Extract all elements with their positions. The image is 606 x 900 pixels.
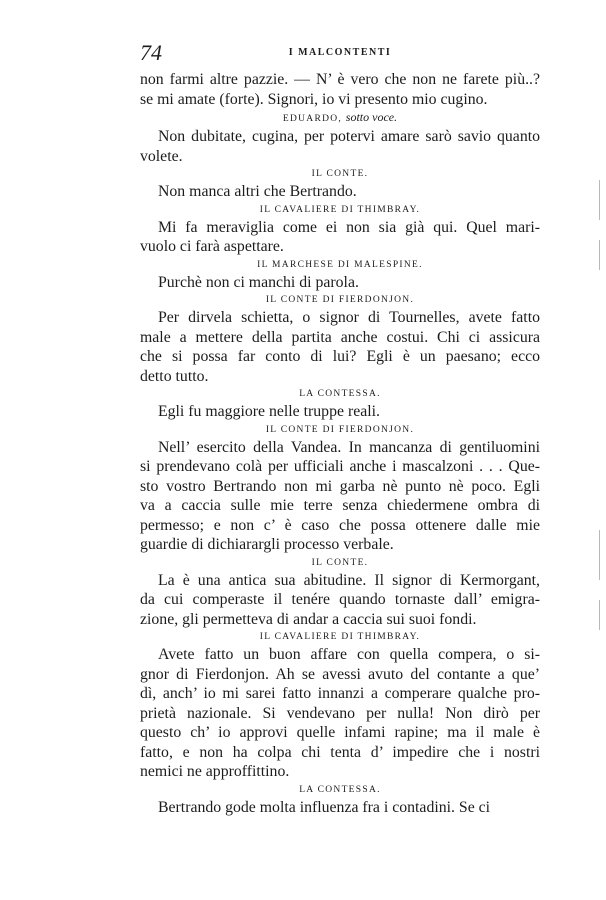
text-line: questo ch’ io approvi quelle infami rapine; ma il male è	[140, 724, 540, 741]
speech-paragraph	[140, 438, 540, 555]
text-line: La è una antica sua abitudine. Il signor di Kermorgant,	[158, 571, 540, 589]
speaker-label: IL CAVALIERE DI THIMBRAY.	[259, 632, 421, 642]
text-line: Purchè non ci manchi di parola.	[158, 273, 359, 291]
speaker-label: IL MARCHESE DI MALESPINE.	[257, 259, 423, 270]
text-line: se mi amate (forte). Signori, io vi presento mio cugino.	[140, 90, 488, 108]
speech-paragraph	[140, 308, 540, 386]
text-line: che si possa far conto di lui? Egli è un paesano; ecco	[140, 348, 540, 365]
speaker-label: IL CONTE.	[311, 557, 369, 568]
text-line: detto tutto.	[140, 367, 209, 385]
text-line: Avete fatto un buon affare con quella compera, o si-	[158, 646, 540, 663]
speech-paragraph	[140, 645, 540, 782]
page-edge-mark	[599, 240, 600, 270]
text-line: guardie di dichiarargli processo verbale.	[140, 536, 394, 553]
text-line: Per dirvela schietta, o signor di Tournelles, avete fatto	[158, 309, 540, 326]
text-line: va a caccia sulle mie terre senza chiedermene ombra di	[140, 497, 540, 514]
text-line: Bertrando gode molta influenza fra i contadini. Se ci	[158, 798, 491, 816]
speaker-name	[140, 783, 540, 798]
speech-paragraph	[140, 273, 540, 293]
speech-paragraph	[140, 571, 540, 630]
text-line: non farmi altre pazzie. — N’ è vero che non ne farete più..?	[140, 71, 540, 88]
text-line: Mi fa meraviglia come ei non sia già qui. Quel mari-	[158, 218, 540, 236]
speaker-label: IL CONTE.	[311, 169, 369, 179]
speech-paragraph	[140, 402, 540, 422]
page-edge-mark	[599, 180, 600, 220]
text-line: zione, gli permetteva di andar a caccia sui suoi fondi.	[140, 610, 477, 628]
text-line: da cui comperaste il tenére quando tornaste dall’ emigra-	[140, 591, 540, 608]
text-line: Egli fu maggiore nelle truppe reali.	[158, 403, 380, 420]
speaker-name	[140, 387, 540, 402]
text-line: Nell’ esercito della Vandea. In mancanza di gentiluomini	[158, 438, 540, 456]
continued-speech	[140, 70, 540, 109]
text-line: fatto, e non ha colpa chi tenta d’ impedire che i nostri	[140, 743, 540, 761]
speaker-label: EDUARDO,	[282, 114, 343, 124]
speaker-label: IL CAVALIERE DI THIMBRAY.	[259, 204, 421, 215]
text-line: Non dubitate, cugina, per potervi amare sarò savio quanto	[158, 128, 540, 145]
text-line: permesso; e non c’ è caso che possa ottenere dalle mie	[140, 516, 540, 534]
speaker-label: IL CONTE DI FIERDONJON.	[265, 295, 415, 305]
speaker-name	[140, 293, 540, 308]
text-line: volete.	[140, 147, 183, 165]
speaker-name	[140, 110, 540, 127]
speech-paragraph	[140, 127, 540, 166]
text-line: vuolo ci farà aspettare.	[140, 238, 284, 255]
text-line: gnor di Fierdonjon. Ah se avessi avuto del contante a que’	[140, 665, 540, 683]
text-line: Non manca altri che Bertrando.	[158, 183, 357, 200]
page-number: 74	[140, 40, 162, 65]
running-title: I MALCONTENTI	[288, 47, 392, 58]
text-line: sto vostro Bertrando non mi garba nè punto nè poco. Egli	[140, 477, 540, 495]
text-line: male a mettere della partita anche costui. Chi ci assicura	[140, 328, 540, 346]
speaker-name	[140, 556, 540, 571]
speaker-label: LA CONTESSA.	[299, 784, 381, 795]
text-line: si prendevano colà per ufficiali anche i mascalzoni . . . Que-	[140, 458, 540, 475]
play-text	[140, 70, 540, 817]
stage-direction: sotto voce.	[345, 110, 398, 124]
page-header	[140, 40, 540, 66]
page-edge-mark	[599, 600, 600, 630]
speaker-name	[140, 258, 540, 273]
text-line: nemici ne approffittino.	[140, 763, 290, 780]
speaker-name	[140, 203, 540, 218]
speaker-name	[140, 630, 540, 645]
speech-paragraph	[140, 218, 540, 257]
speaker-label: LA CONTESSA.	[299, 389, 381, 399]
text-line: prietà nazionale. Si vendevano per nulla! Non dirò per	[140, 704, 540, 722]
speaker-name	[140, 423, 540, 438]
speaker-label: IL CONTE DI FIERDONJON.	[265, 424, 415, 435]
speaker-name	[140, 167, 540, 182]
text-line: dì, anch’ io mi sarei fatto innanzi a comperare qualche pro-	[140, 685, 540, 702]
speech-paragraph	[140, 798, 540, 818]
page-edge-mark	[599, 530, 600, 580]
speech-paragraph	[140, 182, 540, 202]
